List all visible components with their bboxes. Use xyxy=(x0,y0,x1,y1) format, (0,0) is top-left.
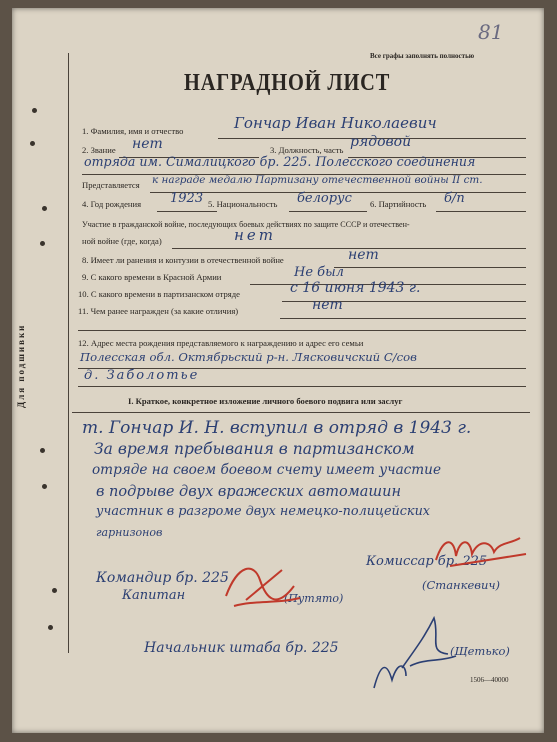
nominated-value: к награде медалю Партизану отечественной войны II ст. xyxy=(152,174,483,186)
binding-margin-line xyxy=(68,53,69,653)
field-12-value-2: д. Заболотье xyxy=(84,368,200,383)
field-5-label: 5. Национальность xyxy=(208,199,278,209)
field-12-label: 12. Адрес места рождения представляемого к награждению и адрес его семьи xyxy=(78,338,364,348)
narrative-line-5: участник в разгроме двух немецко-полицейских xyxy=(96,504,431,519)
punch-hole xyxy=(30,141,35,146)
side-binding-label: Для подшивки xyxy=(16,323,26,408)
chief-of-staff-signature xyxy=(366,608,462,698)
page-title: НАГРАДНОЙ ЛИСТ xyxy=(184,70,391,96)
field-7-label-2: ной войне (где, когда) xyxy=(82,236,162,246)
narrative-line-3: отряде на своем боевом счету имеет участие xyxy=(92,462,441,478)
field-3-label: 3. Должность, часть xyxy=(270,145,344,155)
unit-continuation-value: отряда им. Сималицкого бр. 225. Полесского соединения xyxy=(84,154,476,169)
section-heading: I. Краткое, конкретное изложение личного боевого подвига или заслуг xyxy=(128,396,403,406)
field-2-label: 2. Звание xyxy=(82,145,116,155)
field-6-value: б/п xyxy=(444,191,465,206)
field-1-value: Гончар Иван Николаевич xyxy=(234,114,437,132)
nominated-label: Представляется xyxy=(82,180,140,190)
narrative-line-6: гарнизонов xyxy=(96,526,163,539)
narrative-line-4: в подрыве двух вражеских автомашин xyxy=(96,484,402,500)
commander-label: Командир бр. 225 xyxy=(96,570,229,586)
field-11-label: 11. Чем ранее награжден (за какие отличия) xyxy=(78,306,239,316)
punch-hole xyxy=(42,206,47,211)
chief-of-staff-label: Начальник штаба бр. 225 xyxy=(144,640,339,656)
commissar-name: (Станкевич) xyxy=(422,578,501,592)
punch-hole xyxy=(32,108,37,113)
punch-hole xyxy=(48,625,53,630)
field-2-value: нет xyxy=(132,136,163,152)
fill-all-note: Все графы заполнять полностью xyxy=(370,52,475,60)
field-10-label: 10. С какого времени в партизанском отряде xyxy=(78,289,240,299)
print-code: 1506—40000 xyxy=(470,676,509,684)
field-10-value: с 16 июня 1943 г. xyxy=(290,280,421,296)
narrative-line-2: За время пребывания в партизанском xyxy=(94,440,415,458)
commander-signature xyxy=(216,556,308,618)
punch-hole xyxy=(40,448,45,453)
narrative-line-1: т. Гончар И. Н. вступил в отряд в 1943 г. xyxy=(82,418,472,438)
corner-number: 81 xyxy=(478,20,504,44)
field-7-label: Участие в гражданской войне, последующих боевых действиях по защите СССР и отечествен- xyxy=(82,220,410,229)
field-12-value-1: Полесская обл. Октябрьский р-н. Лясковичский С/сов xyxy=(80,350,417,364)
award-sheet xyxy=(12,8,544,733)
punch-hole xyxy=(52,588,57,593)
field-4-label: 4. Год рождения xyxy=(82,199,142,209)
field-4-value: 1923 xyxy=(170,191,204,206)
field-11-value: нет xyxy=(312,297,343,313)
commissar-label: Комиссар бр. 225 xyxy=(366,554,488,569)
field-1-label: 1. Фамилия, имя и отчество xyxy=(82,126,184,136)
field-6-label: 6. Партийность xyxy=(370,199,427,209)
field-3-value: рядовой xyxy=(350,134,412,150)
field-5-value: белорус xyxy=(297,191,352,206)
field-9-label: 9. С какого времени в Красной Армии xyxy=(82,272,222,282)
field-8-value: нет xyxy=(348,247,379,263)
commander-name: (Путято) xyxy=(284,592,344,605)
field-8-label: 8. Имеет ли ранения и контузии в отечественной войне xyxy=(82,255,284,265)
punch-hole xyxy=(40,241,45,246)
field-7-value: нет xyxy=(234,226,276,244)
commander-rank: Капитан xyxy=(122,588,186,603)
commissar-signature xyxy=(430,530,530,574)
chief-of-staff-name: (Щетько) xyxy=(450,644,510,658)
field-9-value: Не был xyxy=(294,265,344,280)
punch-hole xyxy=(42,484,47,489)
